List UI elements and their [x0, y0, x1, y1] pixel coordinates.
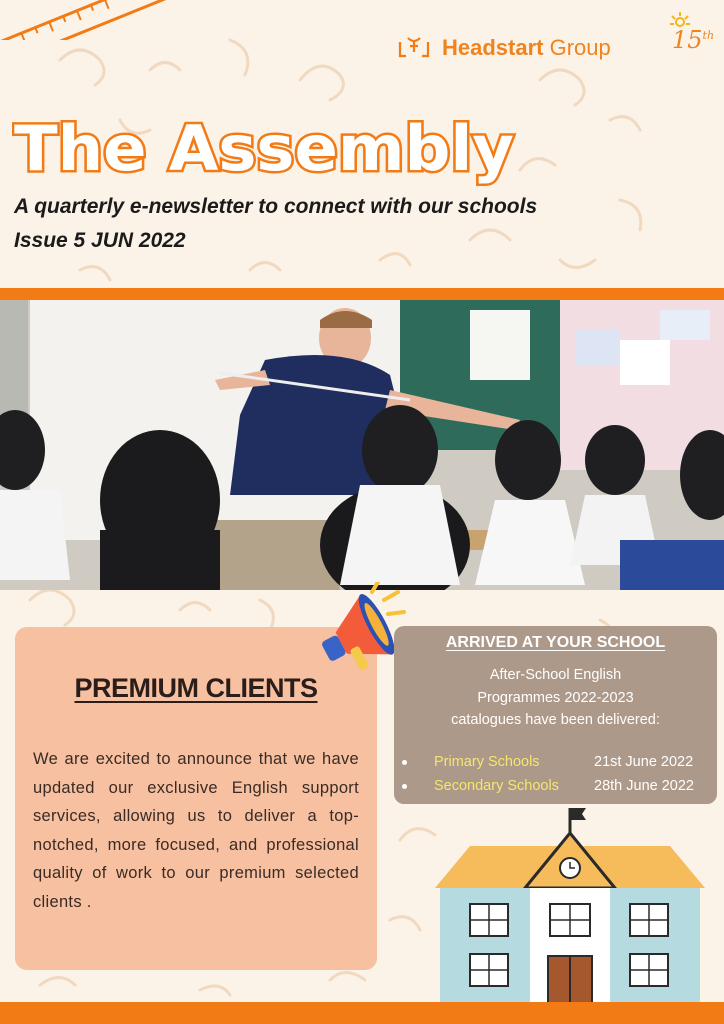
newsletter-title-text: The Assembly — [14, 112, 514, 185]
school-building-icon — [430, 806, 710, 1006]
delivery-date: 28th June 2022 — [594, 778, 694, 794]
newsletter-title — [12, 108, 532, 188]
headstart-logo-icon — [396, 34, 432, 62]
footer-bar — [0, 1002, 724, 1024]
delivery-date: 21st June 2022 — [594, 754, 694, 770]
school-level: Primary Schools — [434, 754, 540, 770]
arrived-at-your-school-card — [394, 626, 717, 804]
issue-number: Issue 5 JUN 2022 — [14, 229, 186, 252]
premium-clients-body: We are excited to announce that we have updated our exclusive English support services, allowing us to deliver a top-notched, more focused, and professional quality of work to our premium selected clients . — [33, 750, 359, 911]
divider-bar — [0, 288, 724, 300]
classroom-photo — [0, 300, 724, 590]
bullet-icon — [402, 760, 407, 765]
megaphone-icon — [308, 582, 408, 682]
newsletter-subtitle: A quarterly e-newsletter to connect with our schools — [14, 195, 538, 218]
bullet-icon — [402, 784, 407, 789]
brand-name: Headstart Group — [442, 35, 611, 60]
premium-clients-title: PREMIUM CLIENTS — [74, 673, 318, 703]
delivery-list — [402, 751, 712, 799]
headstart-logo — [396, 28, 716, 68]
arrived-description: After-School English Programmes 2022-2023 catalogues have been delivered: — [451, 667, 660, 728]
list-item — [402, 775, 712, 799]
ruler-decoration — [0, 0, 170, 40]
arrived-title: ARRIVED AT YOUR SCHOOL — [445, 634, 666, 651]
school-level: Secondary Schools — [434, 778, 559, 794]
list-item — [402, 751, 712, 775]
anniversary-badge: 15th — [658, 10, 718, 62]
